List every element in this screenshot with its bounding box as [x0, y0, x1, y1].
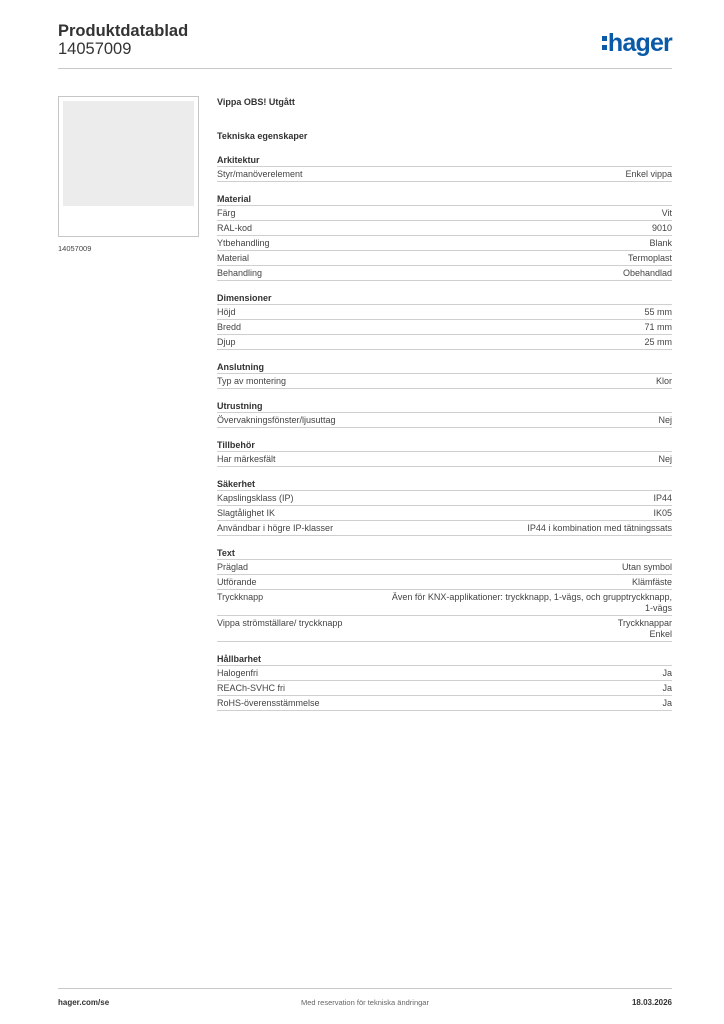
spec-value: Nej [658, 454, 672, 464]
spec-label: Präglad [217, 562, 249, 572]
spec-label: Typ av montering [217, 376, 287, 386]
spec-label: Material [217, 253, 250, 263]
spec-section [217, 547, 672, 642]
spec-label: Styr/manöverelement [217, 169, 303, 179]
spec-row [217, 574, 672, 589]
spec-value: Nej [658, 415, 672, 425]
spec-label: Slagtålighet IK [217, 508, 276, 518]
spec-row [217, 205, 672, 220]
spec-value: Ja [662, 668, 672, 678]
spec-row [217, 490, 672, 505]
footer-note: Med reservation för tekniska ändringar [301, 998, 429, 1007]
spec-row [217, 665, 672, 680]
section-title: Dimensioner [217, 293, 272, 303]
section-title: Hållbarhet [217, 654, 262, 664]
spec-row [217, 520, 672, 535]
spec-value: Blank [649, 238, 672, 248]
spec-value: 71 mm [644, 322, 672, 332]
spec-value: 55 mm [644, 307, 672, 317]
spec-row [217, 412, 672, 427]
spec-row [217, 615, 672, 641]
spec-value: Ja [662, 698, 672, 708]
spec-value: Vit [661, 208, 672, 218]
spec-label: Tryckknapp [217, 592, 264, 602]
section-title: Utrustning [217, 401, 263, 411]
spec-row [217, 220, 672, 235]
product-name: Vippa OBS! Utgått [217, 97, 295, 107]
spec-label: Färg [217, 208, 236, 218]
spec-value: IK05 [653, 508, 672, 518]
spec-value: Termoplast [627, 253, 672, 263]
spec-value: IP44 [653, 493, 672, 503]
spec-sections [217, 154, 672, 711]
hager-logo [602, 28, 672, 58]
spec-label: Övervakningsfönster/ljusuttag [217, 415, 336, 425]
spec-section [217, 653, 672, 711]
product-image-caption: 14057009 [58, 244, 92, 253]
spec-row [217, 680, 672, 695]
section-title: Text [217, 548, 235, 558]
spec-value: Klämfäste [631, 577, 672, 587]
spec-value: Utan symbol [621, 562, 672, 572]
spec-value: Tryckknappar Enkel [617, 618, 672, 639]
spec-label: Halogenfri [217, 668, 259, 678]
spec-label: Behandling [217, 268, 263, 278]
spec-row [217, 695, 672, 710]
spec-row [217, 265, 672, 280]
spec-row [217, 235, 672, 250]
spec-label: Kapslingsklass (IP) [217, 493, 294, 503]
spec-value: Ja [662, 683, 672, 693]
product-number: 14057009 [58, 40, 132, 58]
spec-label: REACh-SVHC fri [217, 683, 286, 693]
spec-row [217, 559, 672, 574]
spec-row [217, 589, 672, 615]
footer-date: 18.03.2026 [631, 998, 672, 1007]
section-title: Tillbehör [217, 440, 255, 450]
logo-wordmark: hager [607, 29, 672, 57]
spec-section [217, 154, 672, 182]
spec-label: Har märkesfält [217, 454, 276, 464]
section-divider [217, 181, 672, 182]
spec-label: Vippa strömställare/ tryckknapp [217, 618, 343, 628]
spec-row [217, 451, 672, 466]
spec-row [217, 505, 672, 520]
section-divider [217, 280, 672, 281]
spec-section [217, 292, 672, 350]
section-divider [217, 388, 672, 389]
spec-label: Ytbehandling [217, 238, 270, 248]
spec-row [217, 166, 672, 181]
section-divider [217, 427, 672, 428]
section-title: Säkerhet [217, 479, 256, 489]
spec-label: Höjd [217, 307, 236, 317]
page-footer [58, 988, 672, 1007]
spec-row [217, 334, 672, 349]
spec-row [217, 250, 672, 265]
section-divider [217, 710, 672, 711]
spec-section [217, 439, 672, 467]
spec-section [217, 478, 672, 536]
section-title: Arkitektur [217, 155, 260, 165]
section-divider [217, 535, 672, 536]
product-image-placeholder [63, 101, 194, 206]
product-image [58, 96, 199, 237]
spec-value: 25 mm [644, 337, 672, 347]
spec-value: Även för KNX-applikationer: tryckknapp, 1-vägs, och grupptryckknapp, 1-vägs [391, 592, 672, 613]
spec-value: IP44 i kombination med tätningssats [527, 523, 672, 533]
properties-heading: Tekniska egenskaper [217, 131, 308, 141]
spec-label: RoHS-överensstämmelse [217, 698, 320, 708]
page-header [58, 20, 672, 69]
spec-row [217, 373, 672, 388]
spec-section [217, 361, 672, 389]
section-title: Anslutning [217, 362, 264, 372]
spec-label: Användbar i högre IP-klasser [217, 523, 334, 533]
spec-row [217, 304, 672, 319]
spec-content [217, 96, 672, 722]
spec-label: Bredd [217, 322, 242, 332]
spec-row [217, 319, 672, 334]
spec-label: Djup [217, 337, 236, 347]
section-divider [217, 349, 672, 350]
spec-value: Klor [655, 376, 672, 386]
spec-value: Enkel vippa [625, 169, 672, 179]
footer-url: hager.com/se [58, 998, 110, 1007]
spec-label: RAL-kod [217, 223, 253, 233]
section-divider [217, 466, 672, 467]
page-title: Produktdatablad [58, 22, 189, 40]
spec-section [217, 193, 672, 281]
spec-label: Utförande [217, 577, 257, 587]
spec-section [217, 400, 672, 428]
section-title: Material [217, 194, 252, 204]
logo-dots-icon [602, 36, 607, 50]
spec-value: 9010 [651, 223, 672, 233]
section-divider [217, 641, 672, 642]
spec-value: Obehandlad [622, 268, 672, 278]
